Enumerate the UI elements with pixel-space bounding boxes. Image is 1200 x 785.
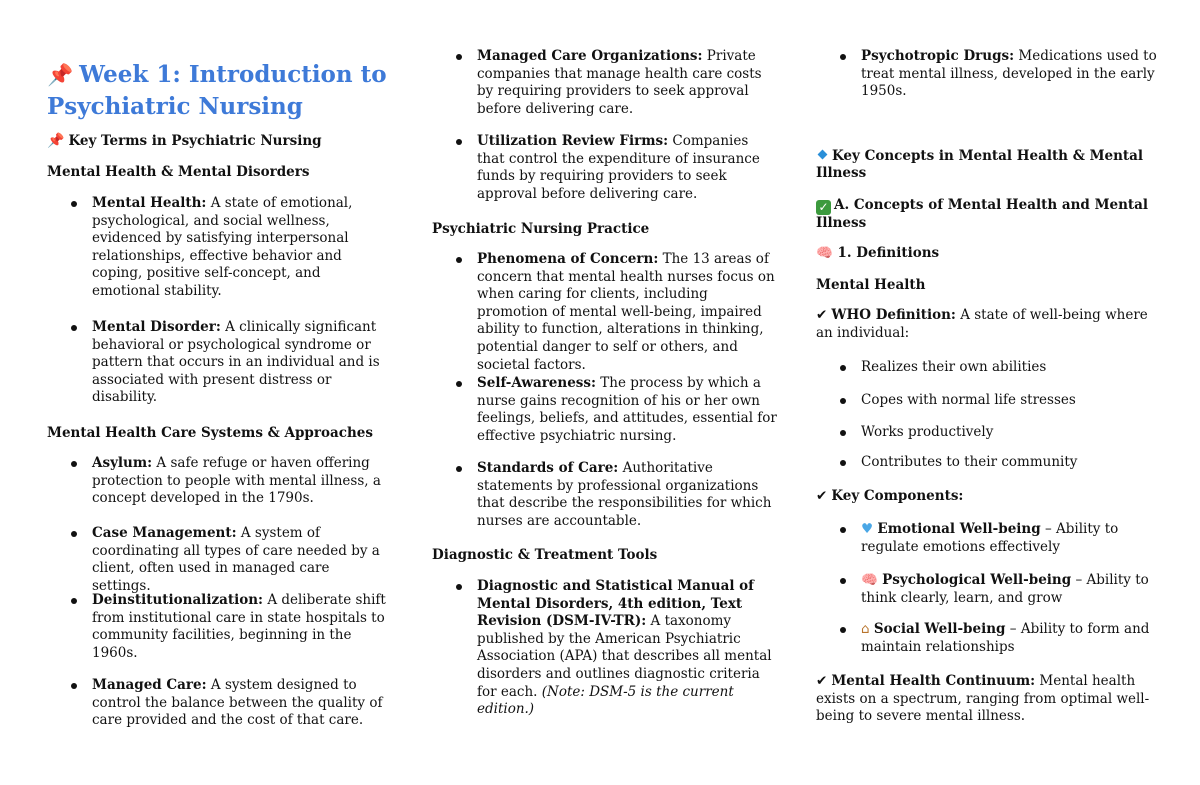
pushpin-icon: 📌 bbox=[47, 133, 65, 149]
bullet bbox=[840, 430, 846, 436]
bullet bbox=[71, 201, 77, 207]
list-item: ♥ Emotional Well-being – Ability to regulate emotions effectively bbox=[816, 521, 1161, 556]
pushpin-icon: 📌 bbox=[47, 63, 74, 87]
list-item: Standards of Care: Authoritative statements by professional organizations that describe the responsibilities for which nurses are accountable. bbox=[432, 460, 777, 530]
list-item: Mental Health: A state of emotional, psychological, and social wellness, evidenced by satisfying interpersonal relationships, effective behavior and coping, positive self-concept, and emotional stability. bbox=[47, 195, 387, 301]
bullet bbox=[456, 466, 462, 472]
blue-heart-icon: ♥ bbox=[861, 521, 874, 537]
brain-icon: 🧠 bbox=[816, 245, 833, 261]
bullet bbox=[456, 584, 462, 590]
mental-health-heading: Mental Health bbox=[816, 277, 926, 293]
list-item: Managed Care Organizations: Private companies that manage health care costs by requiring providers to seek approval before delivering care. bbox=[432, 48, 777, 118]
bullet bbox=[71, 531, 77, 537]
blue-diamond-icon bbox=[818, 150, 828, 160]
list-item: Utilization Review Firms: Companies that control the expenditure of insurance funds by requiring providers to seek approval before delivering care. bbox=[432, 133, 777, 203]
continuum-paragraph: ✔ Mental Health Continuum: Mental health exists on a spectrum, ranging from optimal well-being to severe mental illness. bbox=[816, 673, 1150, 725]
bullet bbox=[840, 527, 846, 533]
section-heading-mental-health: Mental Health & Mental Disorders bbox=[47, 164, 310, 180]
list-item: Copes with normal life stresses bbox=[816, 392, 1161, 410]
bullet bbox=[456, 257, 462, 263]
brain-icon: 🧠 bbox=[861, 572, 878, 588]
concepts-a-heading: ✓ A. Concepts of Mental Health and Mental Illness bbox=[816, 197, 1149, 231]
bullet bbox=[840, 578, 846, 584]
definitions-heading: 🧠 1. Definitions bbox=[816, 245, 940, 261]
list-item: Works productively bbox=[816, 424, 1161, 442]
list-item: Case Management: A system of coordinating all types of care needed by a client, often used in managed care settings. bbox=[47, 525, 387, 595]
key-concepts-heading: Key Concepts in Mental Health & Mental Illness bbox=[816, 148, 1144, 181]
list-item: Realizes their own abilities bbox=[816, 359, 1161, 377]
check-mark-icon: ✔ bbox=[816, 488, 828, 504]
bullet bbox=[840, 460, 846, 466]
list-item: Diagnostic and Statistical Manual of Mental Disorders, 4th edition, Text Revision (DSM-IV-TR): A taxonomy published by the American Psychiatric Association (APA) that describes all mental disorders and outlines diagnostic criteria for each. (Note: DSM-5 is the current edition.) bbox=[432, 578, 777, 719]
bullet bbox=[456, 54, 462, 60]
house-icon: ⌂ bbox=[861, 621, 870, 637]
bullet bbox=[456, 381, 462, 387]
section-heading-nursing-practice: Psychiatric Nursing Practice bbox=[432, 221, 650, 237]
bullet bbox=[71, 461, 77, 467]
bullet bbox=[840, 627, 846, 633]
list-item: Contributes to their community bbox=[816, 454, 1161, 472]
list-item: Psychotropic Drugs: Medications used to treat mental illness, developed in the early 1950s. bbox=[816, 48, 1161, 101]
bullet bbox=[456, 139, 462, 145]
check-mark-icon: ✔ bbox=[816, 673, 828, 689]
list-item: Self-Awareness: The process by which a nurse gains recognition of his or her own feelings, beliefs, and attitudes, essential for effective psychiatric nursing. bbox=[432, 375, 777, 445]
key-terms-heading: 📌 Key Terms in Psychiatric Nursing bbox=[47, 133, 322, 149]
bullet bbox=[71, 325, 77, 331]
list-item: Mental Disorder: A clinically significant behavioral or psychological syndrome or pattern that occurs in an individual and is associated with present distress or disability. bbox=[47, 319, 387, 407]
list-item: Asylum: A safe refuge or haven offering protection to people with mental illness, a concept developed in the 1790s. bbox=[47, 455, 387, 508]
bullet bbox=[840, 365, 846, 371]
list-item: 🧠 Psychological Well-being – Ability to think clearly, learn, and grow bbox=[816, 572, 1161, 607]
section-heading-care-systems: Mental Health Care Systems & Approaches bbox=[47, 425, 373, 441]
list-item: ⌂ Social Well-being – Ability to form and maintain relationships bbox=[816, 621, 1161, 656]
list-item: Deinstitutionalization: A deliberate shift from institutional care in state hospitals to community facilities, beginning in the 1960s. bbox=[47, 592, 387, 662]
section-heading-diagnostic-tools: Diagnostic & Treatment Tools bbox=[432, 547, 658, 563]
check-box-icon: ✓ bbox=[816, 200, 831, 215]
key-components-heading: ✔ Key Components: bbox=[816, 488, 964, 504]
bullet bbox=[840, 54, 846, 60]
check-mark-icon: ✔ bbox=[816, 307, 828, 323]
bullet bbox=[71, 598, 77, 604]
who-definition: ✔ WHO Definition: A state of well-being where an individual: bbox=[816, 307, 1148, 341]
bullet bbox=[71, 683, 77, 689]
list-item: Phenomena of Concern: The 13 areas of concern that mental health nurses focus on when caring for clients, including promotion of mental well-being, impaired ability to function, alterations in thinking, potential danger to self or others, and societal factors. bbox=[432, 251, 777, 374]
page-title: 📌 Week 1: Introduction to Psychiatric Nursing bbox=[47, 61, 387, 120]
list-item: Managed Care: A system designed to control the balance between the quality of care provided and the cost of that care. bbox=[47, 677, 387, 730]
bullet bbox=[840, 398, 846, 404]
